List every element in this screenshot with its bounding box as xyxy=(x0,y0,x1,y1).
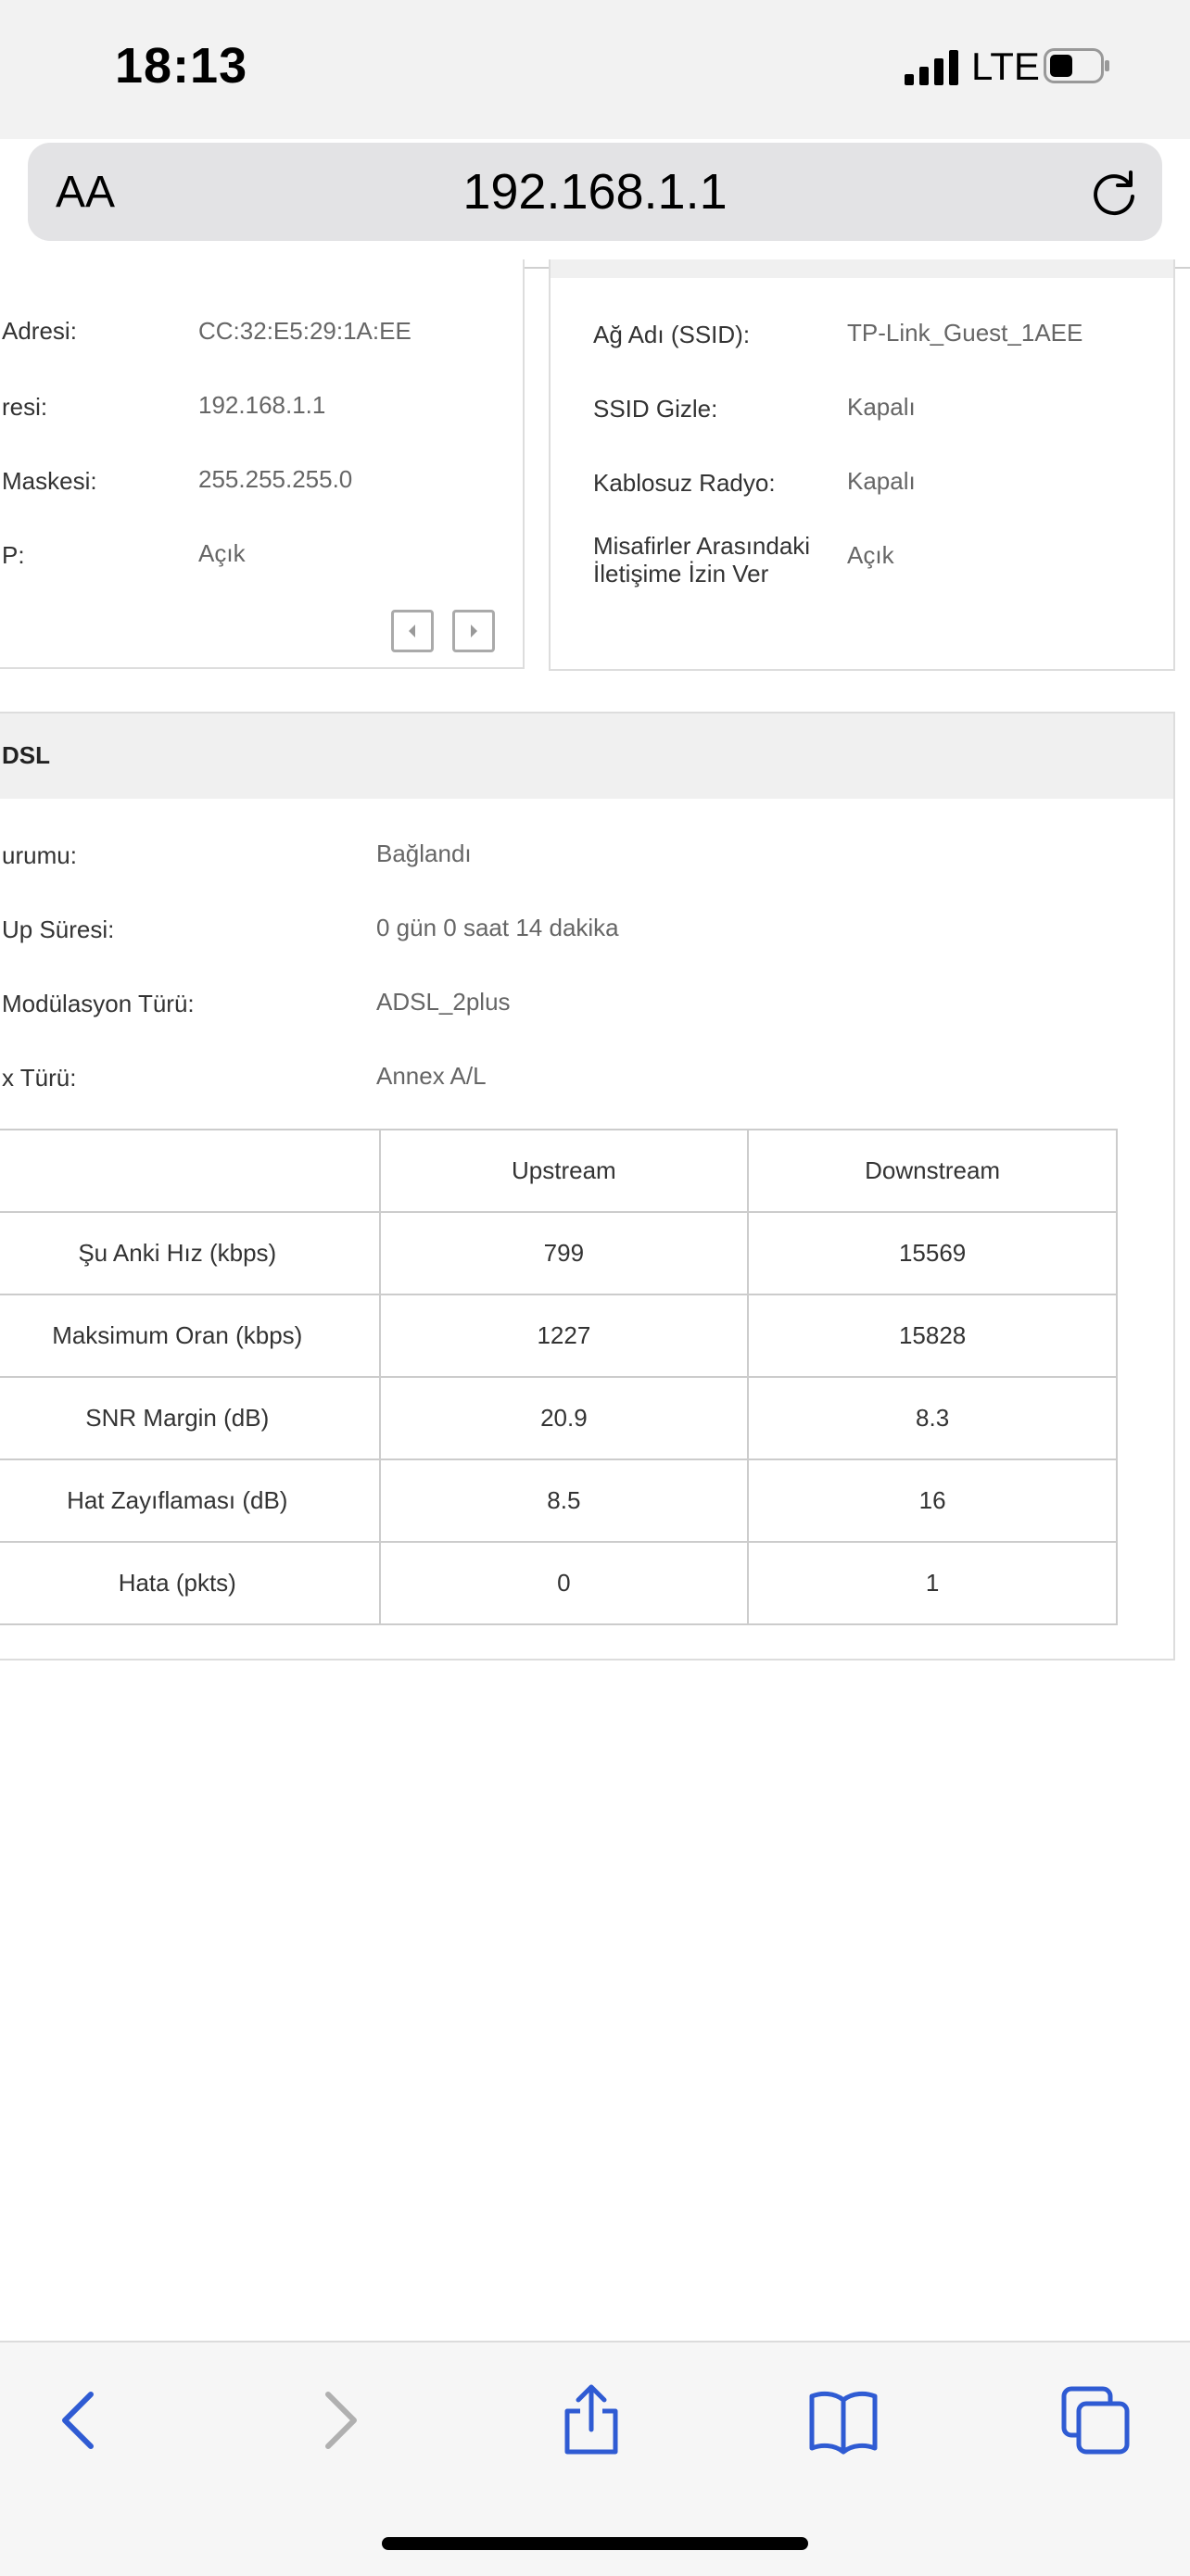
table-cell: 0 xyxy=(380,1542,749,1624)
bookmarks-icon[interactable] xyxy=(806,2383,880,2457)
dsl-label: urumu: xyxy=(2,841,77,869)
dsl-label: Modülasyon Türü: xyxy=(2,990,195,1017)
text-size-label: AA xyxy=(56,168,116,217)
table-cell: 16 xyxy=(748,1459,1117,1542)
guest-label: SSID Gizle: xyxy=(593,395,718,423)
table-cell: 799 xyxy=(380,1212,749,1294)
table-cell: 8.5 xyxy=(380,1459,749,1542)
table-cell: 20.9 xyxy=(380,1377,749,1459)
lan-label: Maskesi: xyxy=(2,467,97,495)
dsl-title: DSL xyxy=(2,741,50,769)
home-indicator xyxy=(382,2537,808,2550)
table-row xyxy=(0,1459,1117,1542)
reload-icon[interactable] xyxy=(1088,167,1140,219)
url-text[interactable]: 192.168.1.1 xyxy=(462,164,728,220)
panel-header-strip xyxy=(551,259,1173,278)
table-cell: Maksimum Oran (kbps) xyxy=(0,1294,380,1377)
share-icon[interactable] xyxy=(554,2383,628,2457)
guest-network-panel xyxy=(549,259,1175,671)
lan-label: Adresi: xyxy=(2,317,77,345)
lan-value: CC:32:E5:29:1A:EE xyxy=(198,317,411,345)
lan-value: 255.255.255.0 xyxy=(198,465,353,493)
table-row xyxy=(0,1294,1117,1377)
dsl-header xyxy=(0,713,1173,799)
guest-label xyxy=(593,532,810,587)
table-row xyxy=(0,1377,1117,1459)
tabs-icon[interactable] xyxy=(1058,2383,1133,2457)
table-cell: 15828 xyxy=(748,1294,1117,1377)
guest-label-line1: Misafirler Arasındaki xyxy=(593,532,811,560)
address-bar[interactable] xyxy=(28,143,1162,241)
table-header-cell xyxy=(0,1130,380,1212)
guest-value: Kapalı xyxy=(847,393,916,421)
table-cell: SNR Margin (dB) xyxy=(0,1377,380,1459)
dsl-section xyxy=(0,712,1175,1661)
guest-value: TP-Link_Guest_1AEE xyxy=(847,319,1083,347)
guest-label: Kablosuz Radyo: xyxy=(593,469,776,497)
table-cell: 8.3 xyxy=(748,1377,1117,1459)
lan-panel xyxy=(0,259,525,669)
table-header-cell: Upstream xyxy=(380,1130,749,1212)
guest-label-line2: İletişime İzin Ver xyxy=(593,560,769,587)
prev-page-button[interactable] xyxy=(391,610,434,652)
lan-label: P: xyxy=(2,541,25,569)
table-cell: Şu Anki Hız (kbps) xyxy=(0,1212,380,1294)
lan-value: 192.168.1.1 xyxy=(198,391,326,419)
table-cell: 1227 xyxy=(380,1294,749,1377)
table-cell: 15569 xyxy=(748,1212,1117,1294)
status-bar xyxy=(0,0,1190,139)
table-header-row xyxy=(0,1130,1117,1212)
table-cell: Hata (pkts) xyxy=(0,1542,380,1624)
guest-value: Açık xyxy=(847,541,894,569)
guest-value: Kapalı xyxy=(847,467,916,495)
table-row xyxy=(0,1542,1117,1624)
table-cell: 1 xyxy=(748,1542,1117,1624)
status-time: 18:13 xyxy=(115,38,248,94)
forward-icon[interactable] xyxy=(302,2383,376,2457)
table-header-cell: Downstream xyxy=(748,1130,1117,1212)
table-row xyxy=(0,1212,1117,1294)
back-icon[interactable] xyxy=(43,2383,117,2457)
table-cell: Hat Zayıflaması (dB) xyxy=(0,1459,380,1542)
dsl-stats-table xyxy=(0,1129,1118,1625)
battery-icon xyxy=(1044,48,1110,83)
lan-label: resi: xyxy=(2,393,48,421)
cellular-signal-icon xyxy=(905,50,962,85)
lan-value: Açık xyxy=(198,539,246,567)
dsl-value: 0 gün 0 saat 14 dakika xyxy=(376,914,619,941)
dsl-label: Up Süresi: xyxy=(2,915,115,943)
next-page-button[interactable] xyxy=(452,610,495,652)
chevron-left-icon xyxy=(403,622,422,640)
dsl-value: Annex A/L xyxy=(376,1062,487,1090)
dsl-value: Bağlandı xyxy=(376,840,472,867)
dsl-value: ADSL_2plus xyxy=(376,988,511,1016)
guest-label: Ağ Adı (SSID): xyxy=(593,321,751,348)
chevron-right-icon xyxy=(464,622,483,640)
dsl-label: x Türü: xyxy=(2,1064,77,1092)
network-type: LTE xyxy=(971,44,1040,88)
